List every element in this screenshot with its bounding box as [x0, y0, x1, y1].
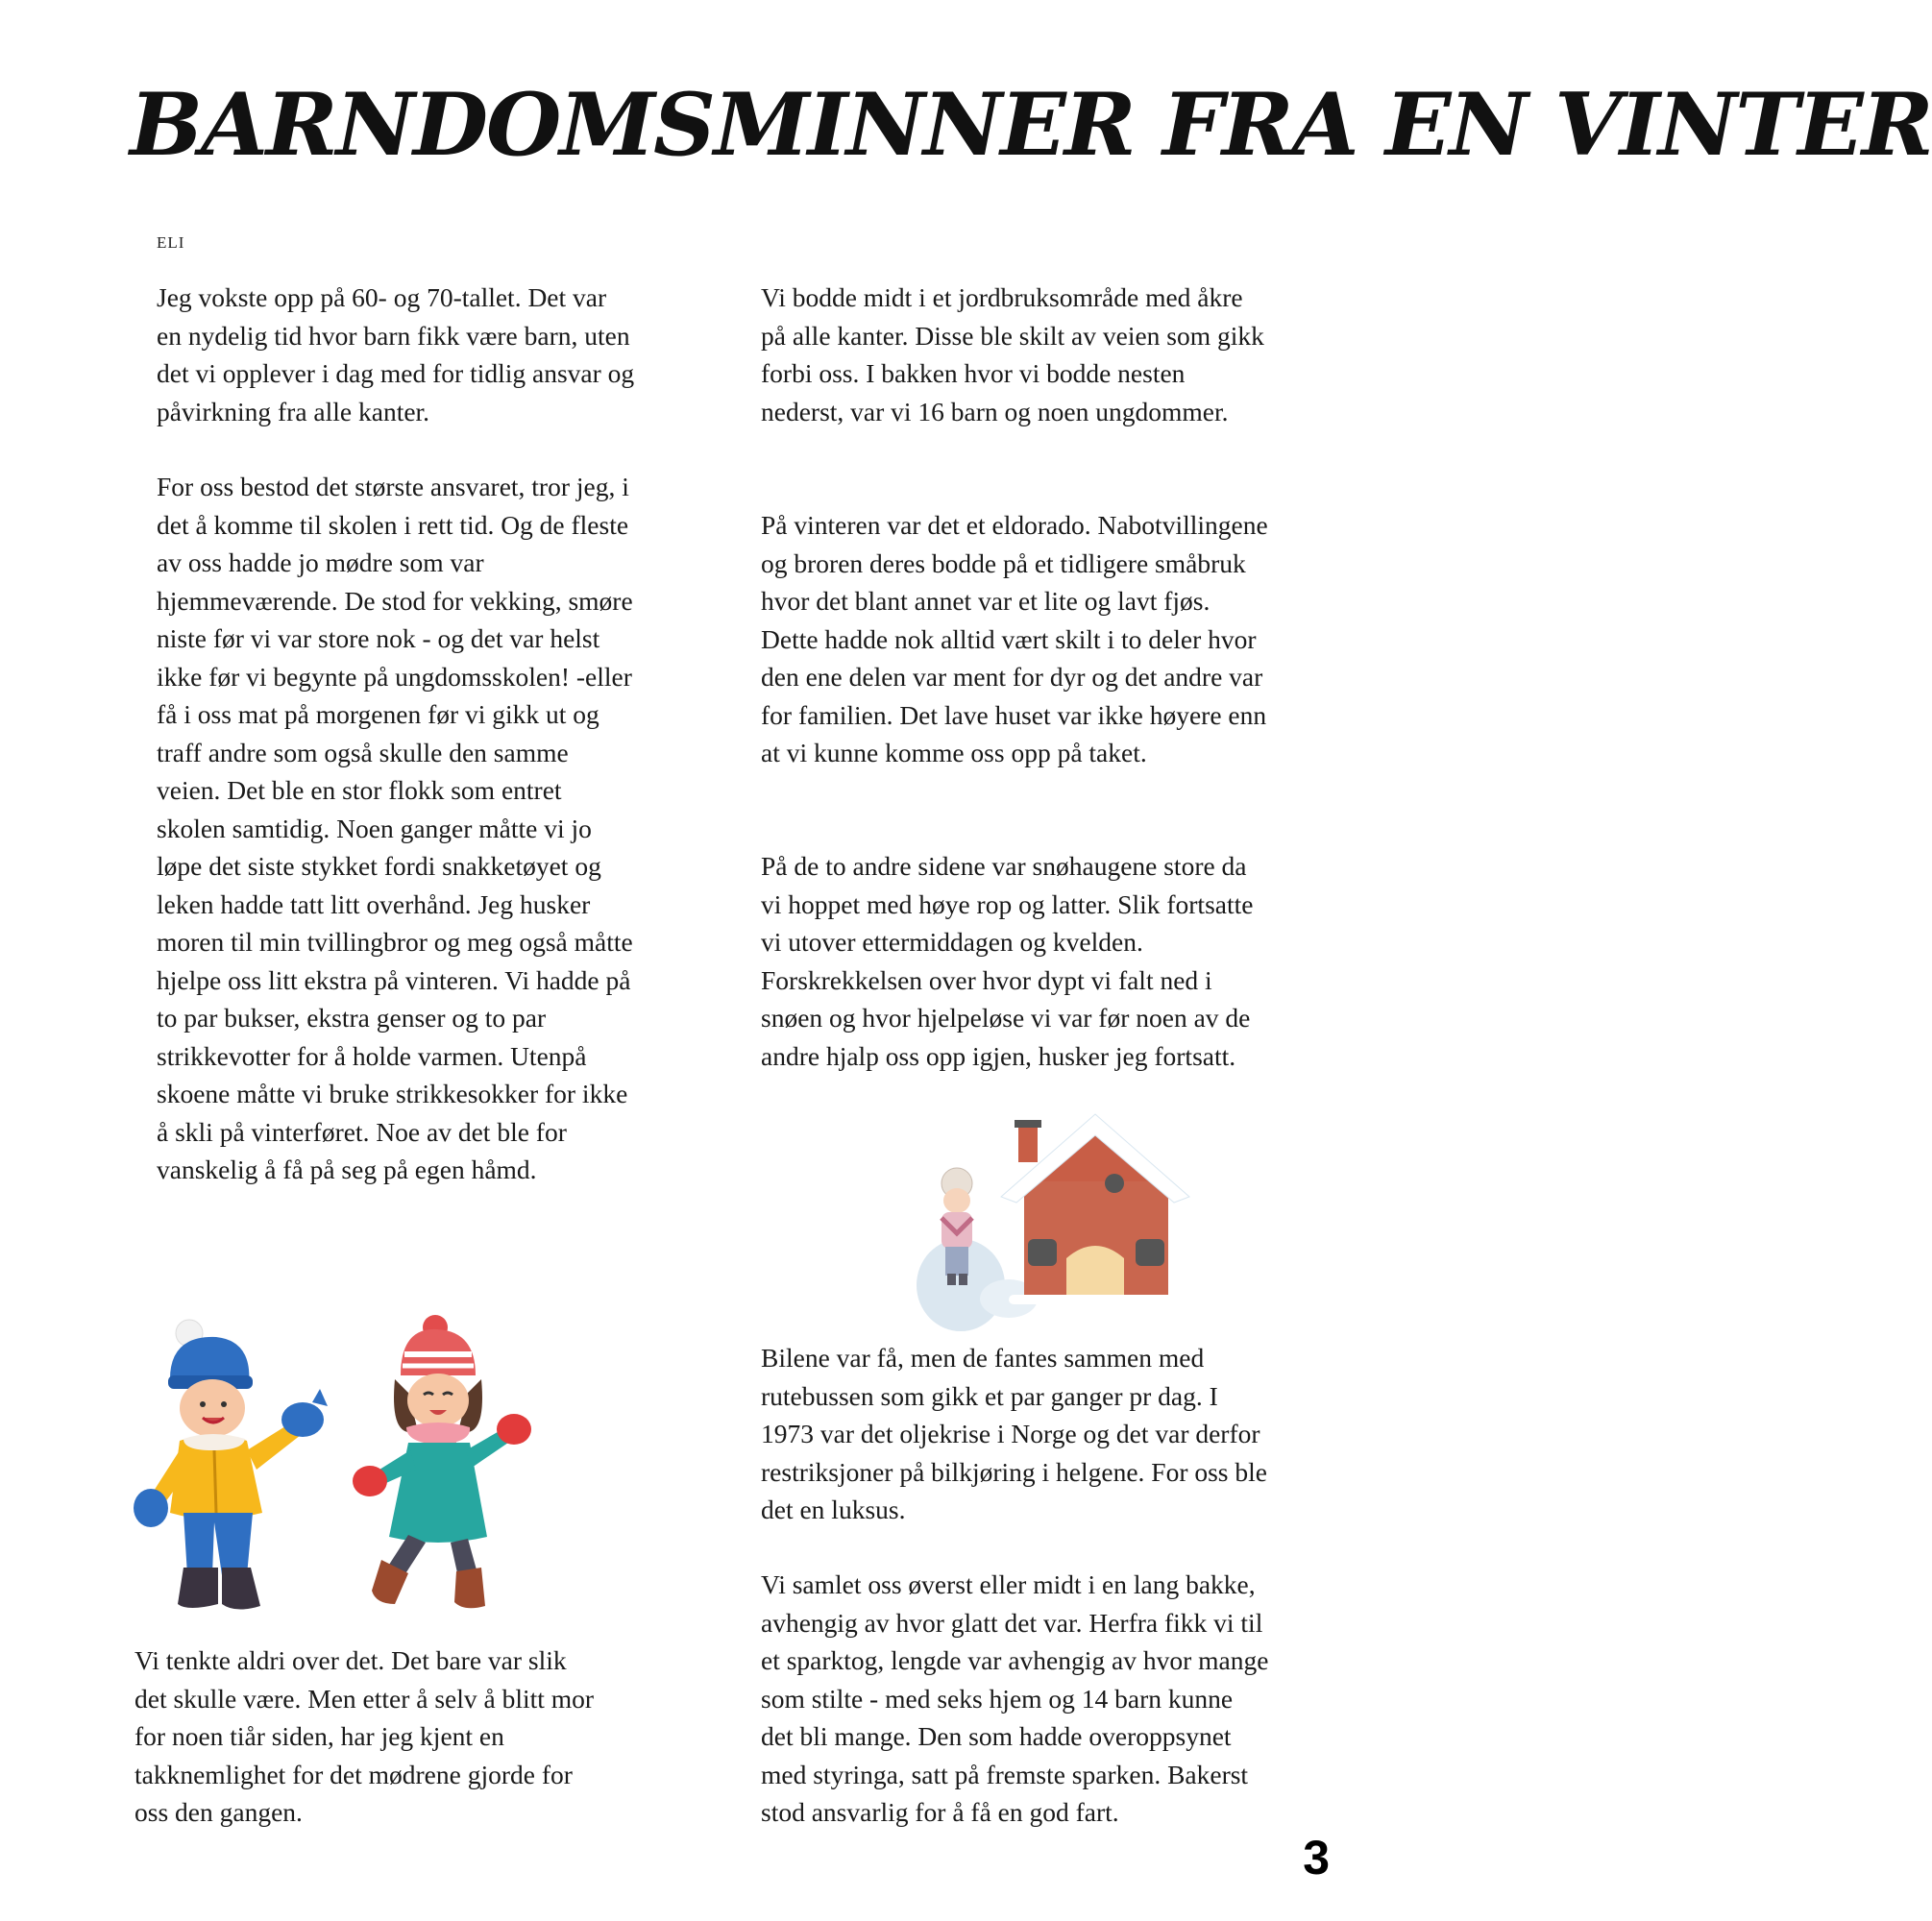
- right-paragraph-5: Vi samlet oss øverst eller midt i en lang bakke, avhengig av hvor glatt det var. Herfra fikk vi til et sparktog, lengde var avhengig av hvor mange som stilte - med seks hjem og 14 barn kunne det bli mange. Den som hadde overoppsynet med styringa, satt på fremste sparken. Bakerst stod ansvarlig for å få en god fart.: [761, 1569, 1269, 1827]
- page-number: 3: [1303, 1831, 1330, 1885]
- house-illustration: [903, 1114, 1191, 1335]
- girl-figure: [353, 1315, 531, 1608]
- article-title: BARNDOMSMINNER FRA EN VINTER: [130, 74, 1932, 176]
- child-figure: [942, 1168, 972, 1285]
- left-paragraph-1: Jeg vokste opp på 60- og 70-tallet. Det var en nydelig tid hvor barn fikk være barn, uten det vi opplever i dag med for tidlig ansvar og påvirkning fra alle kanter.: [157, 282, 635, 426]
- author-name: ELI: [157, 233, 185, 252]
- right-paragraph-4: Bilene var få, men de fantes sammen med rutebussen som gikk et par ganger pr dag. I 1973 var det oljekrise i Norge og det var derfor restriksjoner på bilkjøring i helgene. For oss ble det en luksus.: [761, 1343, 1267, 1524]
- right-paragraph-2: På vinteren var det et eldorado. Nabotvillingene og broren deres bodde på et tidligere småbruk hvor det blant annet var et lite og lavt fjøs. Dette hadde nok alltid vært skilt i to deler hvor den ene delen var ment for dyr og det andre var for familien. Det lave huset var ikke høyere enn at vi kunne komme oss opp på taket.: [761, 510, 1268, 767]
- kids-illustration: [130, 1316, 581, 1623]
- boy-figure: [134, 1320, 328, 1610]
- left-closing-paragraph: Vi tenkte aldri over det. Det bare var slik det skulle være. Men etter å selv å blitt mor for noen tiår siden, har jeg kjent en takknemlighet for det mødrene gjorde for oss den gangen.: [135, 1645, 595, 1827]
- right-paragraph-1: Vi bodde midt i et jordbruksområde med åkre på alle kanter. Disse ble skilt av veien som gikk forbi oss. I bakken hvor vi bodde nesten nederst, var vi 16 barn og noen ungdommer.: [761, 282, 1264, 426]
- left-paragraph-2: For oss bestod det største ansvaret, tror jeg, i det å komme til skolen i rett tid. Og de fleste av oss hadde jo mødre som var hjemmeværende. De stod for vekking, smøre niste før vi var store nok - og det var helst ikke før vi begynte på ungdomsskolen! -eller få i oss mat på morgenen før vi gikk ut og traff andre som også skulle den samme veien. Det ble en stor flokk som entret skolen samtidig. Noen ganger måtte vi jo løpe det siste stykket fordi snakketøyet og leken hadde tatt litt overhånd. Jeg husker moren til min tvillingbror og meg også måtte hjelpe oss litt ekstra på vinteren. Vi hadde på to par bukser, ekstra genser og to par strikkevotter for å holde varmen. Utenpå skoene måtte vi bruke strikkesokker for ikke å skli på vinterføret. Noe av det ble for vanskelig å få på seg på egen håmd.: [157, 472, 633, 1184]
- house-figure: [1001, 1114, 1189, 1304]
- right-paragraph-3: På de to andre sidene var snøhaugene store da vi hoppet med høye rop og latter. Slik fortsatte vi utover ettermiddagen og kvelden. Forskrekkelsen over hvor dypt vi falt ned i snøen og hvor hjelpeløse vi var før noen av de andre hjalp oss opp igjen, husker jeg fortsatt.: [761, 851, 1254, 1071]
